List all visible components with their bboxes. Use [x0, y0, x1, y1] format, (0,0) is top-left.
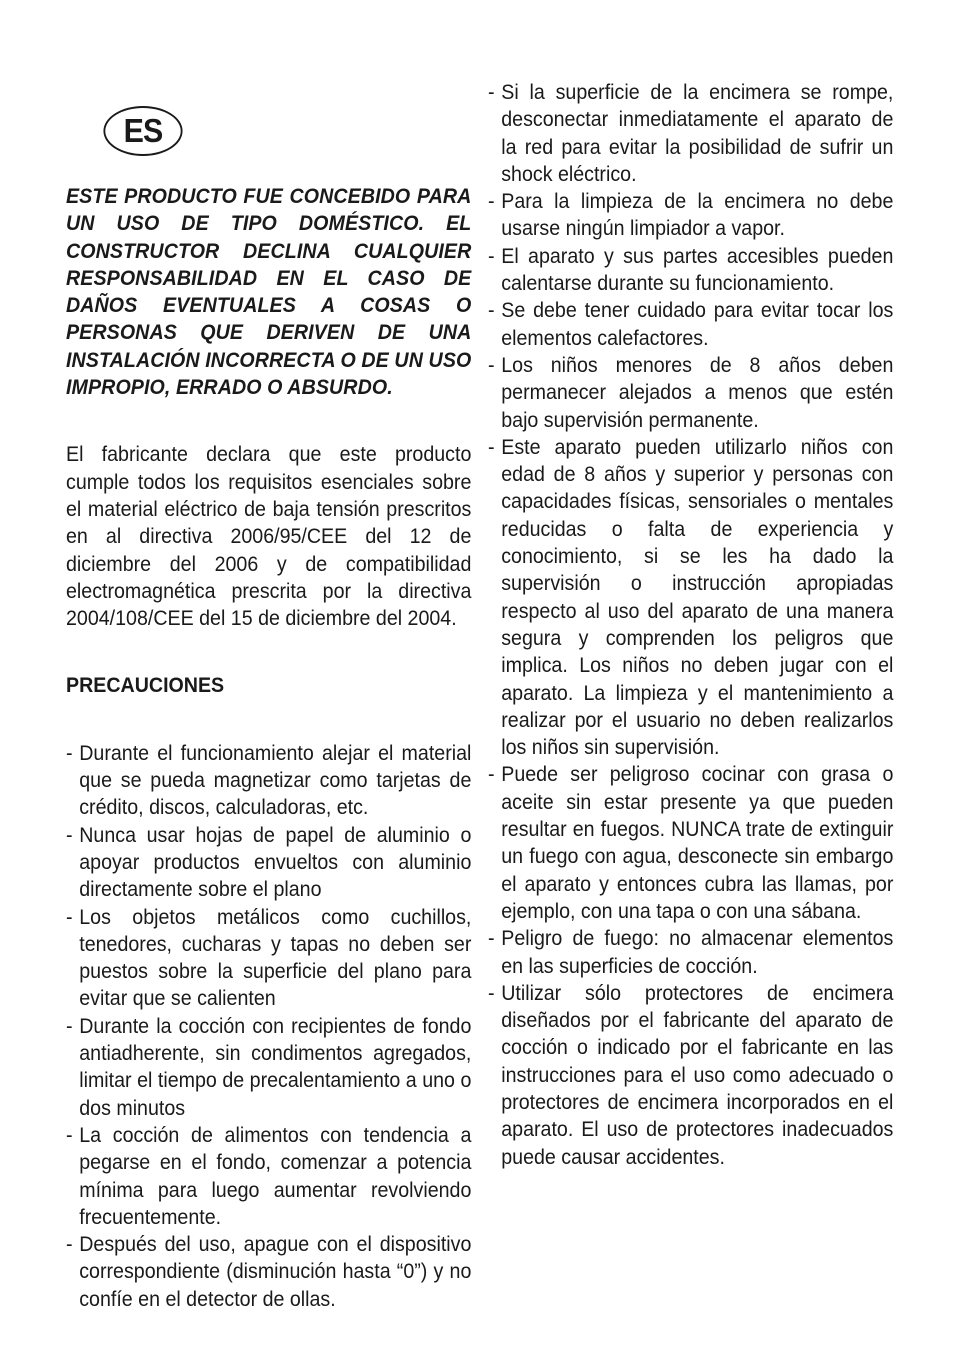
precaution-item [488, 297, 893, 352]
precaution-item [488, 243, 893, 298]
precaution-item [66, 822, 471, 904]
precaution-text: Los niños menores de 8 años deben permanecer alejados a menos que estén bajo supervisión permanente. [501, 352, 894, 432]
bullet-dash: - [488, 980, 495, 1005]
precaution-item [66, 904, 471, 1013]
precaution-item [66, 1122, 471, 1231]
bullet-dash: - [488, 434, 495, 459]
bullet-dash: - [488, 189, 495, 214]
precaution-item [488, 980, 893, 1171]
right-column [488, 79, 893, 1171]
precaution-text: Para la limpieza de la encimera no debe usarse ningún limpiador a vapor. [501, 189, 894, 241]
precaution-item [66, 1013, 471, 1122]
precaution-text: Nunca usar hojas de papel de aluminio o apoyar productos envueltos con aluminio directamente sobre el plano [79, 822, 472, 902]
conformity-declaration: El fabricante declara que este producto cumple todos los requisitos esenciales sobre el material eléctrico de baja tensión prescritos en al directiva 2006/95/CEE del 12 de diciembre del 2006 y de compatibilidad electromagnética prescrita por la directiva 2004/108/CEE del 15 de diciembre del 2004. [66, 442, 472, 631]
precaution-item [488, 761, 893, 925]
bullet-dash: - [66, 1232, 73, 1257]
precautions-heading: PRECAUCIONES [66, 673, 225, 698]
precaution-text: Si la superficie de la encimera se rompe, desconectar inmediatamente el aparato de la red para evitar la posibilidad de sufrir un shock eléctrico. [501, 80, 894, 186]
precaution-text: La cocción de alimentos con tendencia a pegarse en el fondo, comenzar a potencia mínima para luego aumentar revolviendo frecuentemente. [79, 1122, 472, 1229]
bullet-dash: - [488, 298, 495, 323]
bullet-dash: - [66, 740, 73, 765]
bullet-dash: - [66, 822, 73, 847]
precautions-list-right [488, 79, 893, 1171]
bullet-dash: - [66, 904, 73, 929]
precaution-item [488, 434, 893, 762]
precautions-list-left [66, 740, 471, 1313]
left-column [66, 183, 471, 1313]
precaution-text: Se debe tener cuidado para evitar tocar los elementos calefactores. [501, 298, 894, 350]
precaution-item [488, 188, 893, 243]
precaution-text: Puede ser peligroso cocinar con grasa o aceite sin estar presente ya que pueden resultar en fuegos. NUNCA trate de extinguir un fuego con agua, desconecte sin embargo el aparato y entonces cubra las llamas, por ejemplo, con una tapa o con una sábana. [501, 762, 894, 923]
bullet-dash: - [488, 762, 495, 787]
bullet-dash: - [488, 80, 495, 104]
domestic-use-notice: ESTE PRODUCTO FUE CONCEBIDO PARA UN USO DE TIPO DOMÉSTICO. EL CONSTRUCTOR DECLINA CUALQUIER RESPONSABILIDAD EN EL CASO DE DAÑOS EVENTUALES A COSAS O PERSONAS QUE DERIVEN DE UNA INSTALACIÓN INCORRECTA O DE UN USO IMPROPIO, ERRADO O ABSURDO. [66, 184, 472, 400]
precaution-text: Después del uso, apague con el dispositivo correspondiente (disminución hasta “0”) y no confíe en el detector de ollas. [79, 1232, 472, 1311]
bullet-dash: - [488, 926, 495, 951]
precaution-text: Utilizar sólo protectores de encimera diseñados por el fabricante del aparato de cocción o indicado por el fabricante en las instrucciones para el uso como adecuado o protectores de encimera incorporados en el aparato. El uso de protectores inadecuados puede causar accidentes. [501, 980, 894, 1169]
bullet-dash: - [488, 352, 495, 377]
bullet-dash: - [66, 1122, 73, 1147]
precaution-text: Durante la cocción con recipientes de fondo antiadherente, sin condimentos agregados, limitar el tiempo de precalentamiento a uno o dos minutos [79, 1013, 472, 1120]
precaution-text: Este aparato pueden utilizarlo niños con edad de 8 años y superior y personas con capacidades físicas, sensoriales o mentales reducidas o falta de experiencia y conocimiento, si se les ha dado la supervisión o instrucción apropiadas respecto al uso del aparato de una manera segura y comprenden los peligros que implica. Los niños no deben jugar con el aparato. La limpieza y el mantenimiento a realizar por el usuario no deben realizarlos los niños sin supervisión. [501, 434, 894, 760]
precaution-item [66, 740, 471, 822]
bullet-dash: - [66, 1013, 73, 1038]
precaution-item [66, 1231, 471, 1313]
precaution-item [488, 925, 893, 980]
precaution-text: Los objetos metálicos como cuchillos, tenedores, cucharas y tapas no deben ser puestos sobre la superficie del plano para evitar que se calienten [79, 904, 472, 1011]
precaution-item [488, 79, 893, 188]
precaution-text: Durante el funcionamiento alejar el material que se pueda magnetizar como tarjetas de crédito, discos, calculadoras, etc. [79, 740, 472, 820]
precaution-item [488, 352, 893, 434]
bullet-dash: - [488, 243, 495, 268]
precaution-text: Peligro de fuego: no almacenar elementos en las superficies de cocción. [501, 926, 894, 978]
language-badge: ES [103, 106, 182, 156]
precaution-text: El aparato y sus partes accesibles pueden calentarse durante su funcionamiento. [501, 243, 894, 296]
